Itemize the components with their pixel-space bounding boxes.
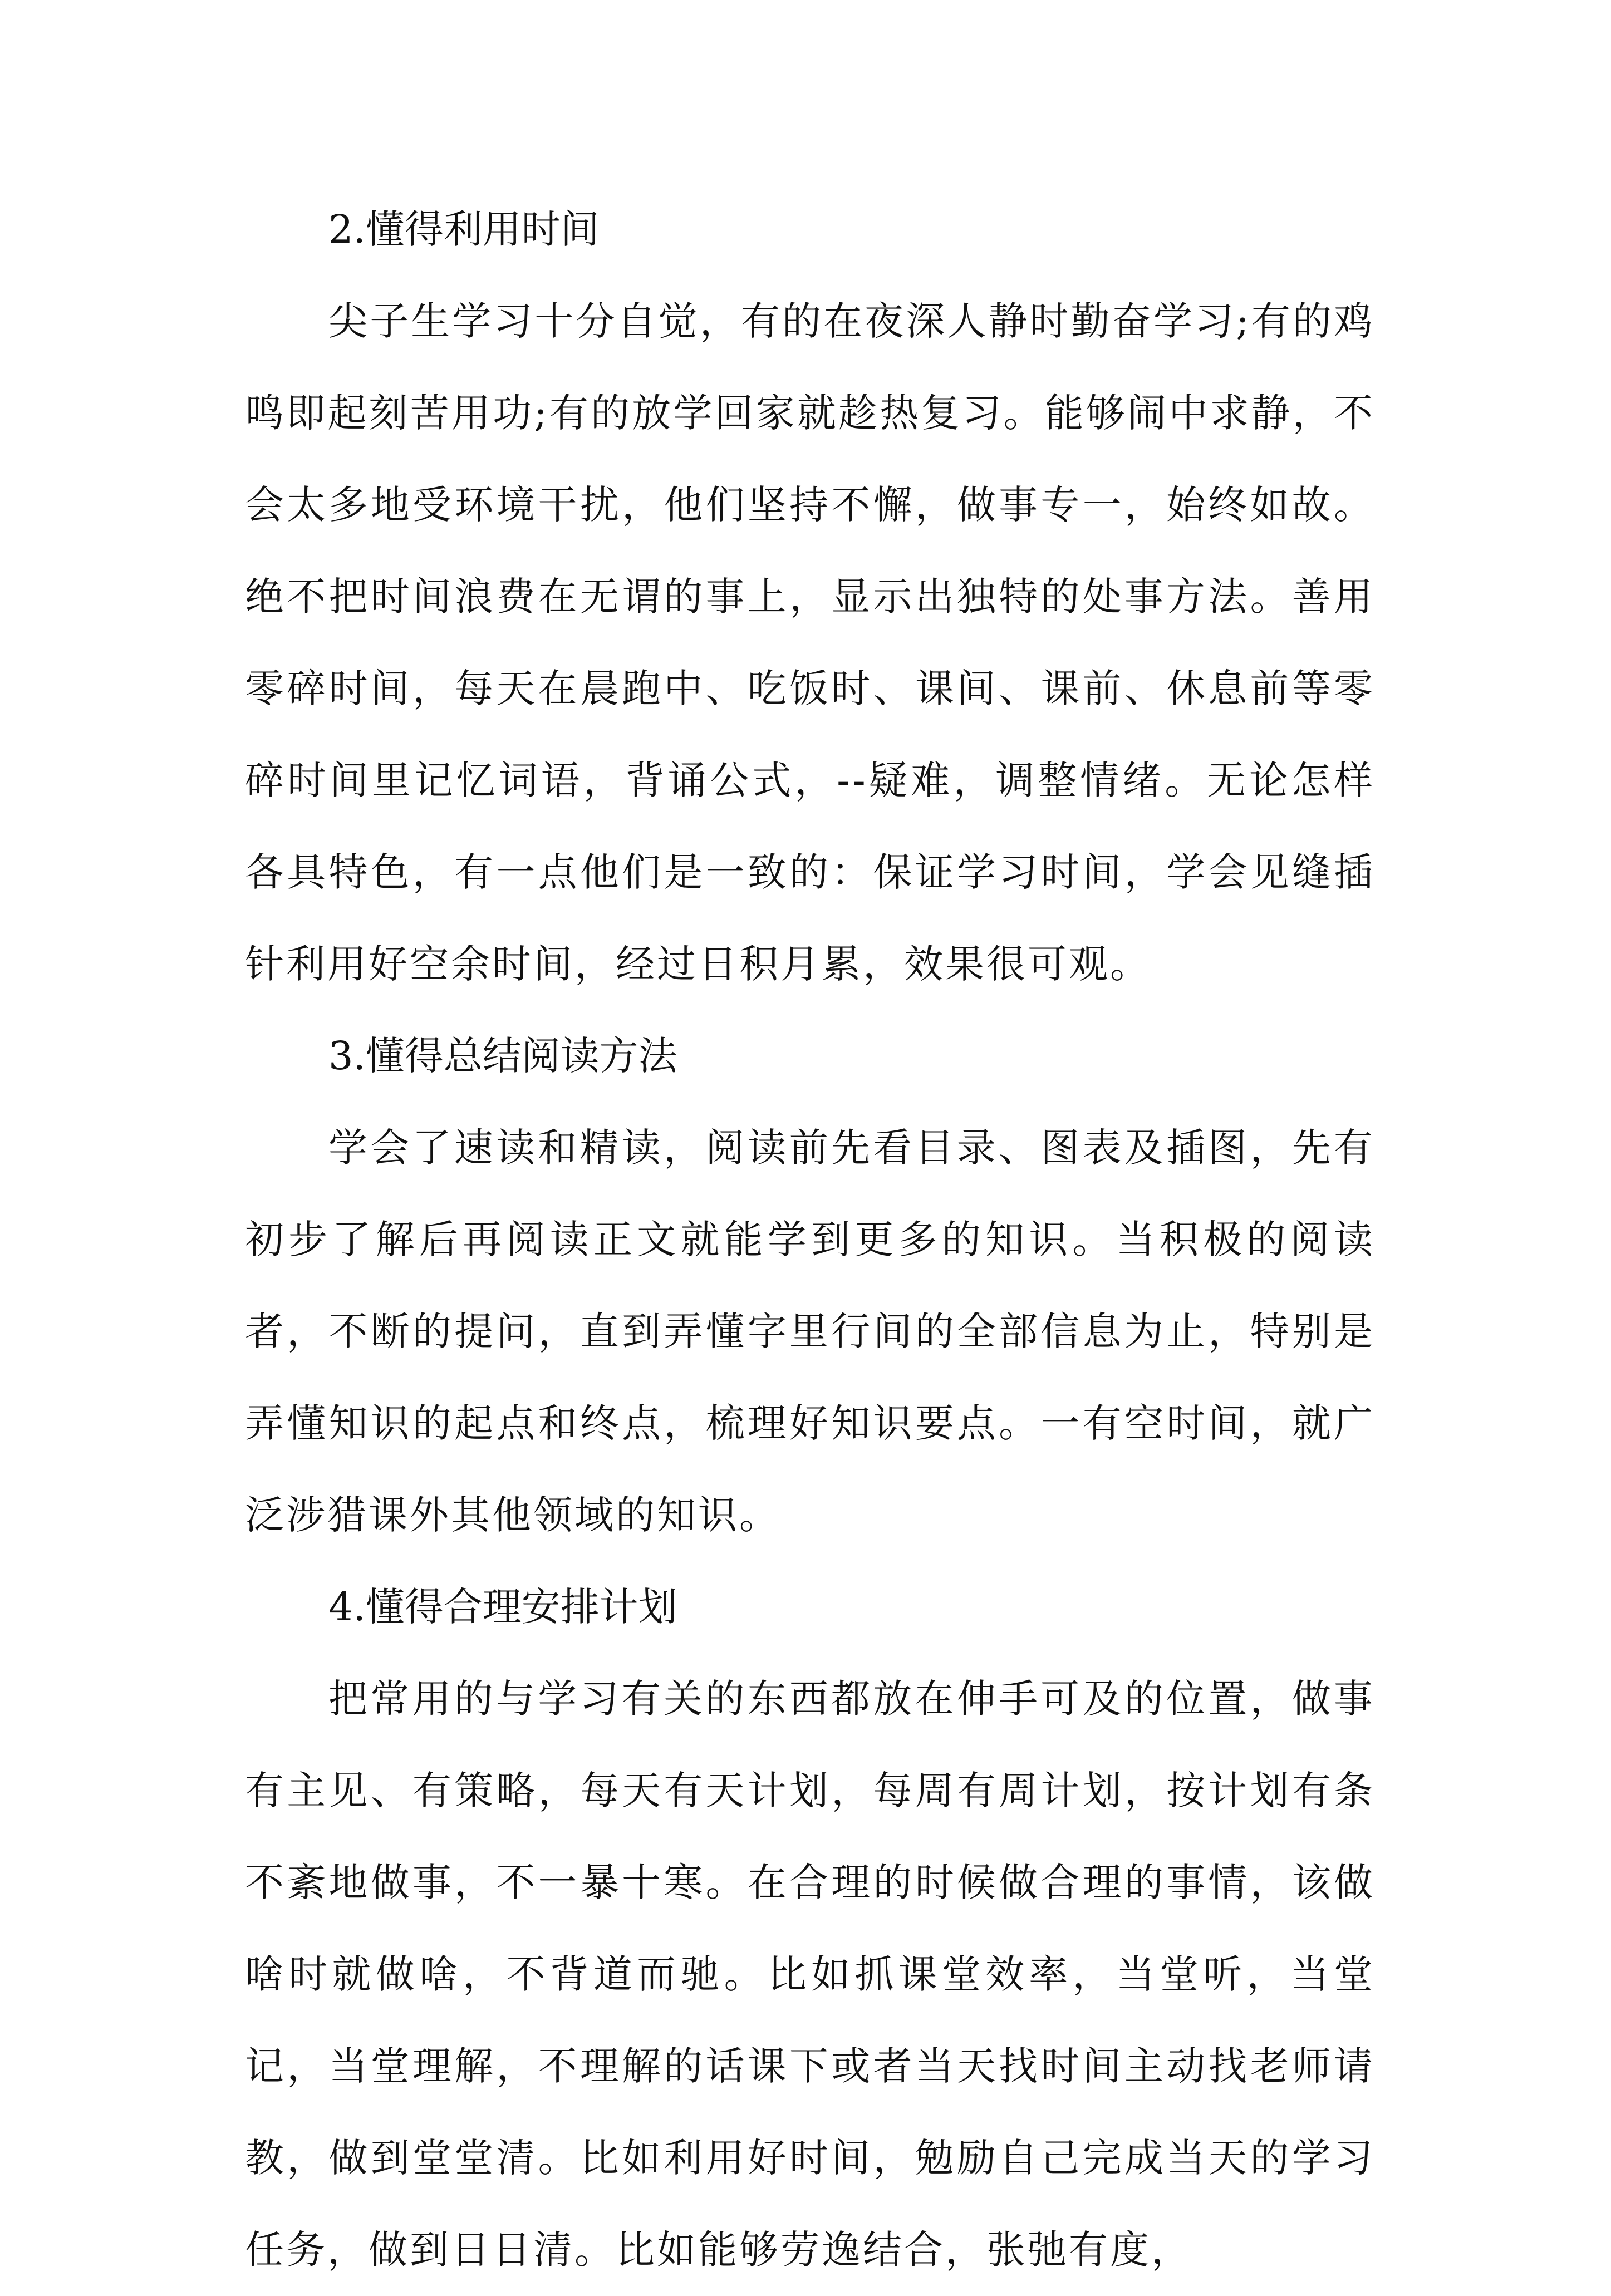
section-heading-reading: 3.懂得总结阅读方法	[328, 1033, 677, 1079]
section-heading-planning: 4.懂得合理安排计划	[328, 1584, 677, 1630]
section-heading-time: 2.懂得利用时间	[328, 207, 600, 252]
section-paragraph-reading: 学会了速读和精读，阅读前先看目录、图表及插图，先有初步了解后再阅读正文就能学到更多的知识。当积极的阅读者，不断的提问，直到弄懂字里行间的全部信息为止，特别是弄懂知识的起点和终点，梳理好知识要点。一有空时间，就广泛涉猎课外其他领域的知识。	[245, 1125, 1375, 1538]
section-paragraph-planning: 把常用的与学习有关的东西都放在伸手可及的位置，做事有主见、有策略，每天有天计划，每周有周计划，按计划有条不紊地做事，不一暴十寒。在合理的时候做合理的事情，该做啥时就做啥，不背道而驰。比如抓课堂效率，当堂听，当堂记，当堂理解，不理解的话课下或者当天找时间主动找老师请教，做到堂堂清。比如利用好时间，勉励自己完成当天的学习任务，做到日日清。比如能够劳逸结合，张弛有度，	[245, 1676, 1375, 2273]
section-paragraph-time: 尖子生学习十分自觉，有的在夜深人静时勤奋学习;有的鸡鸣即起刻苦用功;有的放学回家就趁热复习。能够闹中求静，不会太多地受环境干扰，他们坚持不懈，做事专一，始终如故。绝不把时间浪费在无谓的事上，显示出独特的处事方法。善用零碎时间，每天在晨跑中、吃饭时、课间、课前、休息前等零碎时间里记忆词语，背诵公式，--疑难，调整情绪。无论怎样各具特色，有一点他们是一致的：保证学习时间，学会见缝插针利用好空余时间，经过日积月累，效果很可观。	[245, 298, 1375, 987]
document-body	[245, 184, 1375, 2296]
